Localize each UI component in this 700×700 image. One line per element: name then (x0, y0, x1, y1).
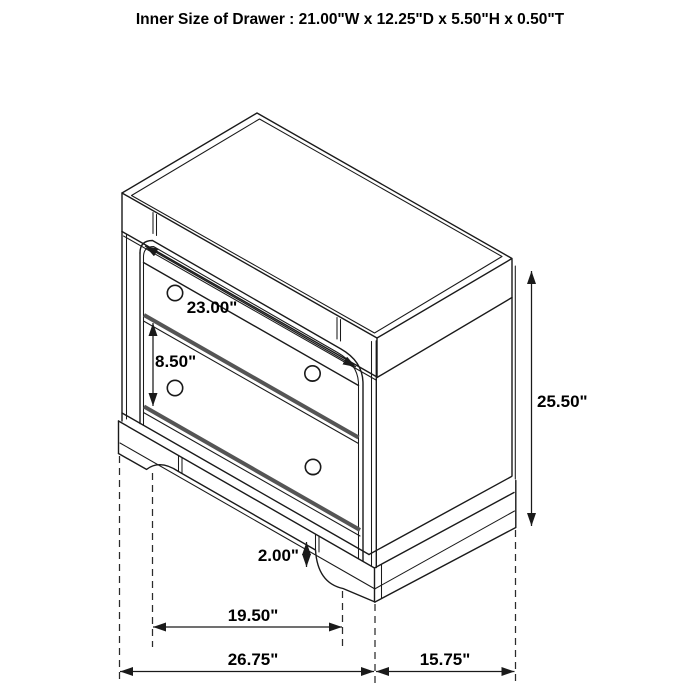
dim-overall-width (120, 650, 374, 672)
dim-overall-depth (376, 650, 515, 672)
dim-overall-height (532, 271, 588, 526)
dim-label-foot-clearance: 2.00" (257, 546, 299, 565)
dim-label-overall-width: 26.75" (227, 650, 279, 669)
dim-drawer-front-width (145, 246, 356, 367)
top-panel (122, 113, 512, 380)
knob-upper-left (167, 285, 182, 300)
dim-feet-span (153, 606, 342, 627)
dim-label-drawer-front-width: 23.00" (186, 298, 238, 317)
diagram-title: Inner Size of Drawer : 21.00"W x 12.25"D x 5.50"H x 0.50"T (135, 11, 565, 28)
knob-lower-left (167, 380, 182, 395)
cabinet-body (122, 232, 515, 568)
dim-label-overall-height: 25.50" (537, 392, 588, 411)
dim-label-feet-span: 19.50" (227, 606, 279, 625)
dim-label-lower-opening-height: 8.50" (155, 352, 197, 371)
dim-label-overall-depth: 15.75" (419, 650, 471, 669)
